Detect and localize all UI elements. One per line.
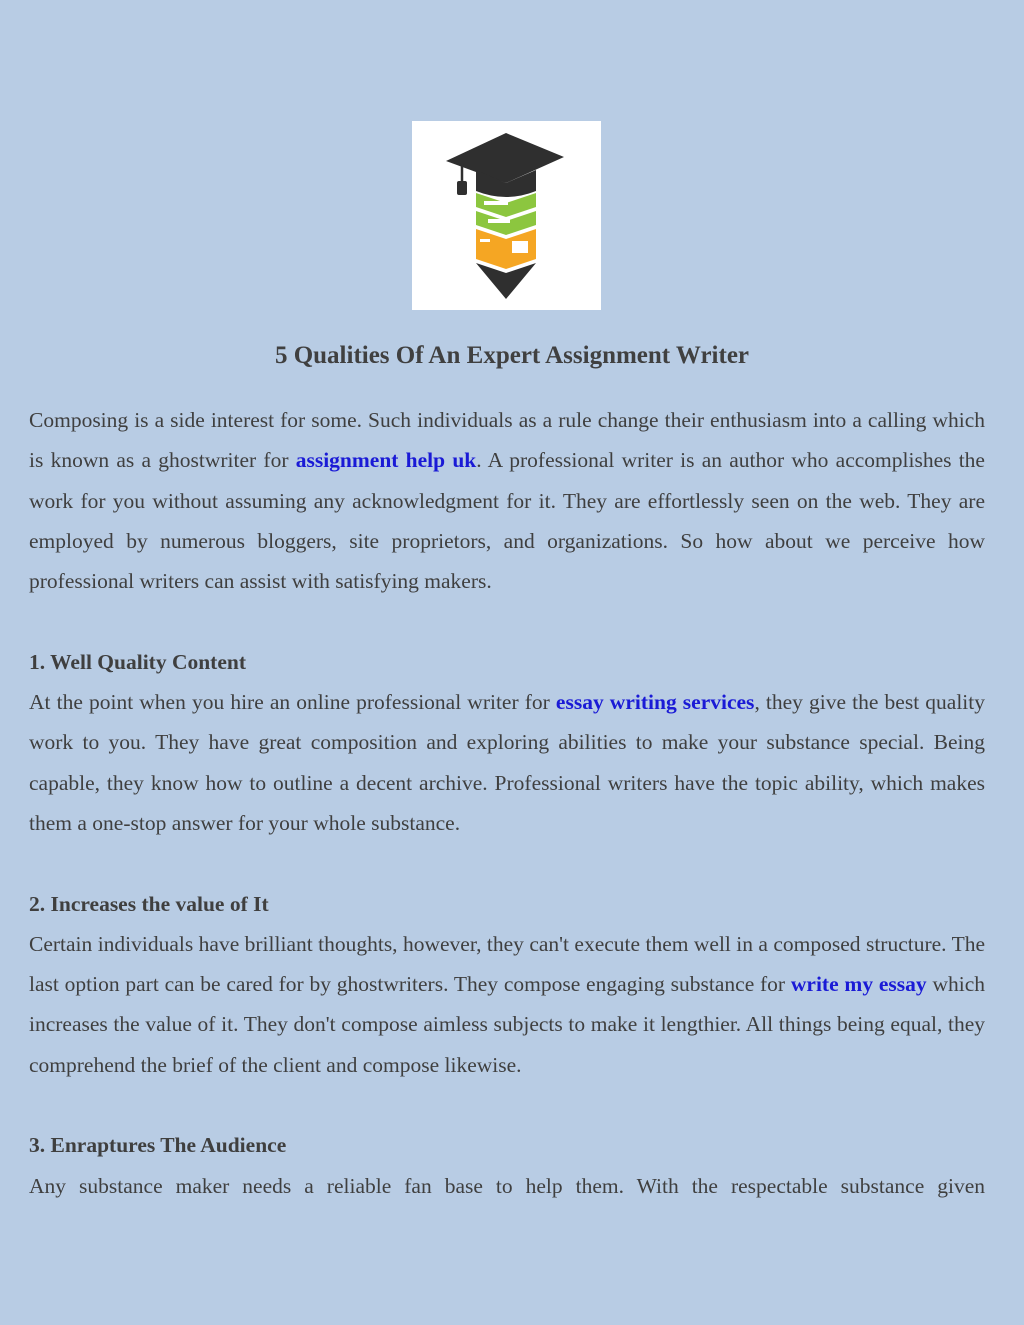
intro-text-before-link: Composing is a side interest for some. Such individuals as a rule change their enthusiasm into a calling which is known as a ghostwriter for — [29, 408, 985, 473]
intro-paragraph — [29, 400, 985, 601]
section-paragraph-1 — [29, 682, 985, 843]
section-1-text-before-link: At the point when you hire an online professional writer for — [29, 690, 556, 715]
section-2-text-before-link: Certain individuals have brilliant thoughts, however, they can't execute them well in a composed structure. The last option part can be cared for by ghostwriters. They compose engaging substance for — [29, 931, 985, 997]
document-body — [29, 400, 985, 1206]
section-paragraph-2 — [29, 924, 985, 1085]
graduation-cap-pencil-logo-icon — [412, 121, 601, 310]
section-paragraph-3: Any substance maker needs a reliable fan base to help them. With the respectable substance given — [29, 1173, 985, 1198]
intro-text-after-link: . A professional writer is an author who accomplishes the work for you without assuming any acknowledgment for it. They are effortlessly seen on the web. They are employed by numerous bloggers, site proprietors, and organizations. So how about we perceive how professional writers can assist with satisfying makers. — [29, 448, 985, 594]
assignment-help-uk-link[interactable]: assignment help uk — [295, 448, 477, 473]
document-title: 5 Qualities Of An Expert Assignment Writer — [274, 342, 750, 369]
logo — [412, 121, 601, 310]
section-heading-3: 3. Enraptures The Audience — [29, 1133, 287, 1158]
section-heading-2: 2. Increases the value of It — [29, 891, 269, 916]
section-2-text-after-link: which increases the value of it. They don't compose aimless subjects to make it lengthier. All things being equal, they comprehend the brief of the client and compose likewise. — [29, 972, 985, 1077]
essay-writing-services-link[interactable]: essay writing services — [555, 690, 755, 715]
section-1-text-after-link: , they give the best quality work to you. They have great composition and exploring abilities to make your substance special. Being capable, they know how to outline a decent archive. Professional writers have the topic ability, which makes them a one-stop answer for your whole substance. — [29, 690, 985, 835]
write-my-essay-link[interactable]: write my essay — [790, 972, 927, 997]
section-heading-1: 1. Well Quality Content — [29, 649, 247, 674]
